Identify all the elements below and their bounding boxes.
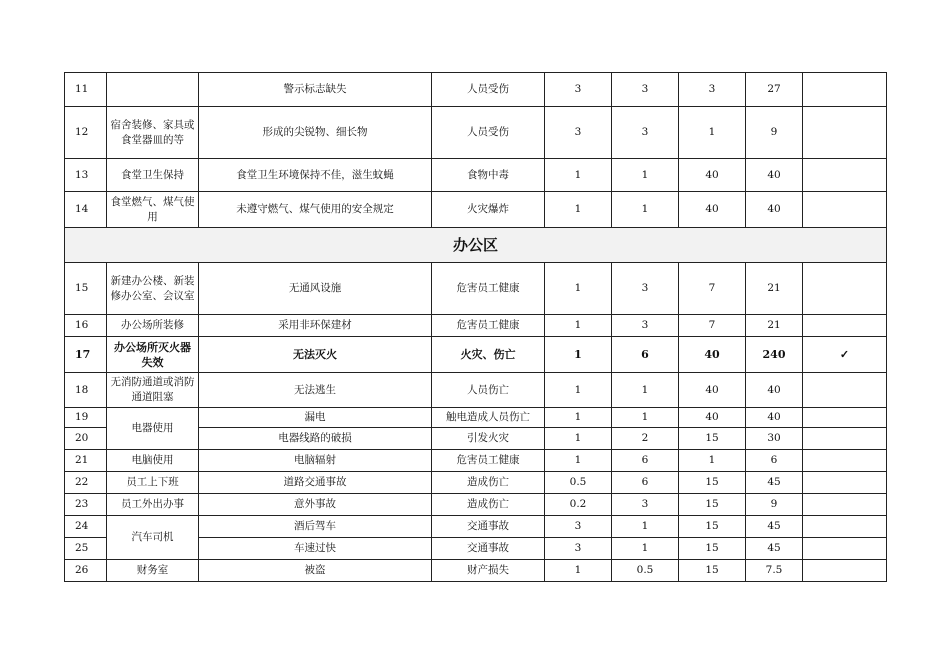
row-number: 20 (65, 428, 107, 450)
c-value-cell: 40 (679, 159, 746, 192)
l-value-cell: 3 (545, 107, 612, 159)
consequence-cell: 危害员工健康 (432, 263, 545, 315)
l-value-cell: 1 (545, 408, 612, 428)
l-value-cell: 1 (545, 450, 612, 472)
row-number: 23 (65, 494, 107, 516)
l-value-cell: 1 (545, 373, 612, 408)
hazard-cell: 被盗 (199, 560, 432, 582)
c-value-cell: 15 (679, 472, 746, 494)
mark-cell (803, 263, 887, 315)
l-value-cell: 1 (545, 159, 612, 192)
d-value-cell: 30 (746, 428, 803, 450)
e-value-cell: 1 (612, 516, 679, 538)
section-row (65, 228, 887, 263)
l-value-cell: 0.5 (545, 472, 612, 494)
l-value-cell: 1 (545, 560, 612, 582)
d-value-cell: 6 (746, 450, 803, 472)
c-value-cell: 40 (679, 192, 746, 228)
table-row (65, 373, 887, 408)
l-value-cell: 3 (545, 516, 612, 538)
area-cell: 食堂燃气、煤气使用 (107, 192, 199, 228)
hazard-cell: 无通风设施 (199, 263, 432, 315)
mark-cell (803, 192, 887, 228)
l-value-cell: 0.2 (545, 494, 612, 516)
hazard-cell: 警示标志缺失 (199, 73, 432, 107)
hazard-cell: 漏电 (199, 408, 432, 428)
area-cell: 办公场所装修 (107, 315, 199, 337)
consequence-cell: 造成伤亡 (432, 472, 545, 494)
area-cell: 食堂卫生保持 (107, 159, 199, 192)
d-value-cell: 21 (746, 263, 803, 315)
l-value-cell: 3 (545, 538, 612, 560)
row-number: 25 (65, 538, 107, 560)
consequence-cell: 引发火灾 (432, 428, 545, 450)
mark-cell (803, 373, 887, 408)
area-cell: 新建办公楼、新装修办公室、会议室 (107, 263, 199, 315)
l-value-cell: 1 (545, 263, 612, 315)
d-value-cell: 40 (746, 373, 803, 408)
section-title: 办公区 (65, 228, 887, 263)
row-number: 14 (65, 192, 107, 228)
d-value-cell: 9 (746, 494, 803, 516)
mark-cell (803, 408, 887, 428)
d-value-cell: 45 (746, 516, 803, 538)
consequence-cell: 交通事故 (432, 516, 545, 538)
c-value-cell: 15 (679, 516, 746, 538)
row-number: 17 (65, 337, 107, 373)
table-row (65, 192, 887, 228)
consequence-cell: 危害员工健康 (432, 315, 545, 337)
d-value-cell: 27 (746, 73, 803, 107)
l-value-cell: 3 (545, 73, 612, 107)
area-cell: 办公场所灭火器失效 (107, 337, 199, 373)
l-value-cell: 1 (545, 428, 612, 450)
e-value-cell: 2 (612, 428, 679, 450)
consequence-cell: 造成伤亡 (432, 494, 545, 516)
mark-cell (803, 450, 887, 472)
e-value-cell: 3 (612, 315, 679, 337)
e-value-cell: 0.5 (612, 560, 679, 582)
e-value-cell: 3 (612, 263, 679, 315)
e-value-cell: 1 (612, 159, 679, 192)
table-row (65, 107, 887, 159)
consequence-cell: 火灾爆炸 (432, 192, 545, 228)
hazard-cell: 酒后驾车 (199, 516, 432, 538)
e-value-cell: 1 (612, 408, 679, 428)
hazard-cell: 电脑辐射 (199, 450, 432, 472)
hazard-cell: 食堂卫生环境保持不佳，滋生蚊蝇 (199, 159, 432, 192)
area-cell: 员工外出办事 (107, 494, 199, 516)
row-number: 22 (65, 472, 107, 494)
row-number: 16 (65, 315, 107, 337)
table-row (65, 494, 887, 516)
consequence-cell: 触电造成人员伤亡 (432, 408, 545, 428)
row-number: 18 (65, 373, 107, 408)
check-mark-cell: ✓ (803, 337, 887, 373)
consequence-cell: 火灾、伤亡 (432, 337, 545, 373)
mark-cell (803, 560, 887, 582)
area-cell: 宿舍装修、家具或食堂器皿的等 (107, 107, 199, 159)
mark-cell (803, 428, 887, 450)
row-number: 21 (65, 450, 107, 472)
mark-cell (803, 494, 887, 516)
table-row (65, 315, 887, 337)
c-value-cell: 1 (679, 107, 746, 159)
hazard-cell: 意外事故 (199, 494, 432, 516)
e-value-cell: 1 (612, 538, 679, 560)
table-row (65, 408, 887, 428)
c-value-cell: 1 (679, 450, 746, 472)
hazard-cell: 形成的尖锐物、细长物 (199, 107, 432, 159)
d-value-cell: 7.5 (746, 560, 803, 582)
c-value-cell: 3 (679, 73, 746, 107)
d-value-cell: 40 (746, 159, 803, 192)
mark-cell (803, 73, 887, 107)
c-value-cell: 40 (679, 408, 746, 428)
d-value-cell: 40 (746, 408, 803, 428)
table-row (65, 560, 887, 582)
area-cell: 汽车司机 (107, 516, 199, 560)
d-value-cell: 45 (746, 538, 803, 560)
row-number: 11 (65, 73, 107, 107)
consequence-cell: 交通事故 (432, 538, 545, 560)
area-cell (107, 73, 199, 107)
e-value-cell: 6 (612, 472, 679, 494)
area-cell: 电器使用 (107, 408, 199, 450)
row-number: 19 (65, 408, 107, 428)
c-value-cell: 7 (679, 315, 746, 337)
consequence-cell: 危害员工健康 (432, 450, 545, 472)
c-value-cell: 15 (679, 494, 746, 516)
consequence-cell: 食物中毒 (432, 159, 545, 192)
hazard-cell: 无法灭火 (199, 337, 432, 373)
row-number: 26 (65, 560, 107, 582)
mark-cell (803, 516, 887, 538)
hazard-cell: 道路交通事故 (199, 472, 432, 494)
e-value-cell: 1 (612, 192, 679, 228)
mark-cell (803, 159, 887, 192)
hazard-cell: 电器线路的破损 (199, 428, 432, 450)
c-value-cell: 15 (679, 560, 746, 582)
table-row (65, 73, 887, 107)
consequence-cell: 财产损失 (432, 560, 545, 582)
area-cell: 无消防通道或消防通道阻塞 (107, 373, 199, 408)
l-value-cell: 1 (545, 192, 612, 228)
e-value-cell: 6 (612, 337, 679, 373)
c-value-cell: 40 (679, 373, 746, 408)
row-number: 13 (65, 159, 107, 192)
hazard-cell: 未遵守燃气、煤气使用的安全规定 (199, 192, 432, 228)
hazard-cell: 车速过快 (199, 538, 432, 560)
d-value-cell: 240 (746, 337, 803, 373)
e-value-cell: 3 (612, 73, 679, 107)
c-value-cell: 15 (679, 428, 746, 450)
table-row (65, 450, 887, 472)
row-number: 12 (65, 107, 107, 159)
table-row (65, 472, 887, 494)
row-number: 24 (65, 516, 107, 538)
mark-cell (803, 315, 887, 337)
consequence-cell: 人员伤亡 (432, 373, 545, 408)
e-value-cell: 3 (612, 494, 679, 516)
l-value-cell: 1 (545, 315, 612, 337)
c-value-cell: 7 (679, 263, 746, 315)
area-cell: 员工上下班 (107, 472, 199, 494)
c-value-cell: 40 (679, 337, 746, 373)
e-value-cell: 1 (612, 373, 679, 408)
l-value-cell: 1 (545, 337, 612, 373)
row-number: 15 (65, 263, 107, 315)
table-row (65, 516, 887, 538)
consequence-cell: 人员受伤 (432, 73, 545, 107)
d-value-cell: 21 (746, 315, 803, 337)
consequence-cell: 人员受伤 (432, 107, 545, 159)
area-cell: 财务室 (107, 560, 199, 582)
mark-cell (803, 107, 887, 159)
e-value-cell: 3 (612, 107, 679, 159)
d-value-cell: 9 (746, 107, 803, 159)
table-row (65, 263, 887, 315)
e-value-cell: 6 (612, 450, 679, 472)
table-row (65, 337, 887, 373)
d-value-cell: 40 (746, 192, 803, 228)
risk-assessment-table (64, 72, 887, 582)
d-value-cell: 45 (746, 472, 803, 494)
area-cell: 电脑使用 (107, 450, 199, 472)
hazard-cell: 无法逃生 (199, 373, 432, 408)
table-row (65, 159, 887, 192)
hazard-cell: 采用非环保建材 (199, 315, 432, 337)
mark-cell (803, 472, 887, 494)
mark-cell (803, 538, 887, 560)
c-value-cell: 15 (679, 538, 746, 560)
